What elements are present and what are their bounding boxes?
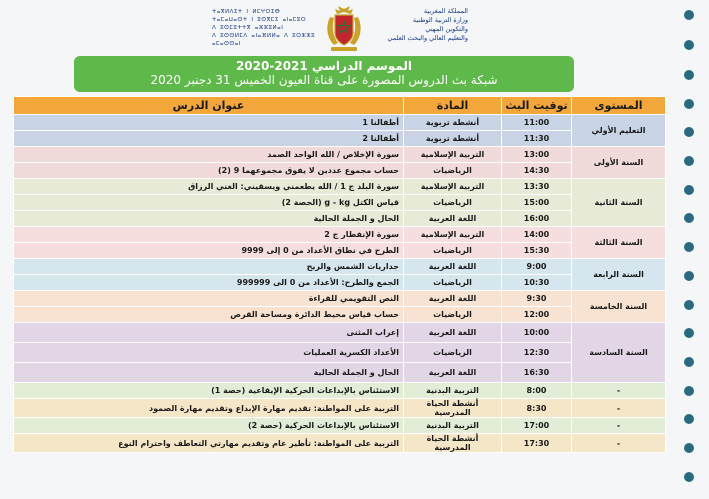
- table-header-row: [14, 97, 666, 115]
- table-row: [14, 418, 666, 434]
- table-row: [14, 275, 666, 291]
- title-banner: [74, 56, 574, 92]
- title-cell: النص التقويمي للقراءة: [14, 291, 404, 307]
- subject-cell: الرياضيات: [404, 275, 502, 291]
- amazigh-line: ⴷ ⵓⵙⵎⵓⵜⵜⴳ ⴰⵣⵣⵓⵍⴰⵏ: [212, 25, 284, 31]
- table-row: [14, 211, 666, 227]
- subject-cell: اللغة العربية: [404, 291, 502, 307]
- time-cell: 12:30: [502, 343, 572, 363]
- time-cell: 15:30: [502, 243, 572, 259]
- side-dots: [679, 0, 699, 499]
- table-row: [14, 307, 666, 323]
- school-year-title: الموسم الدراسي 2021-2020: [235, 59, 413, 73]
- schedule-table: [13, 96, 666, 453]
- subject-cell: الرياضيات: [404, 307, 502, 323]
- table-row: [14, 227, 666, 243]
- title-cell: الحال و الجملة الحالية: [14, 363, 404, 383]
- time-cell: 9:00: [502, 259, 572, 275]
- level-cell: -: [572, 418, 666, 434]
- table-row: [14, 115, 666, 131]
- time-cell: 16:00: [502, 211, 572, 227]
- subject-cell: أنشطة تربوية: [404, 131, 502, 147]
- time-cell: 8:00: [502, 383, 572, 399]
- table-row: [14, 131, 666, 147]
- subject-cell: الرياضيات: [404, 243, 502, 259]
- level-cell: السنة الأولى: [572, 147, 666, 179]
- title-cell: جداريات الشمس والريح: [14, 259, 404, 275]
- header-time: توقيت البث: [502, 97, 572, 115]
- time-cell: 10:30: [502, 275, 572, 291]
- level-cell: السنة الثانية: [572, 179, 666, 227]
- time-cell: 10:00: [502, 323, 572, 343]
- subject-cell: اللغة العربية: [404, 363, 502, 383]
- table-row: [14, 323, 666, 343]
- table-row: [14, 434, 666, 453]
- amazigh-ministry-title: [212, 8, 322, 48]
- time-cell: 17:30: [502, 434, 572, 453]
- table-row: [14, 399, 666, 418]
- title-cell: أطفالنا 2: [14, 131, 404, 147]
- level-cell: السنة الخامسة: [572, 291, 666, 323]
- time-cell: 13:30: [502, 179, 572, 195]
- time-cell: 15:00: [502, 195, 572, 211]
- bullet-dot: [684, 10, 694, 20]
- table-row: [14, 363, 666, 383]
- subject-cell: أنشطة الحياة المدرسية: [404, 434, 502, 453]
- time-cell: 14:30: [502, 163, 572, 179]
- ministry-line: والتكوين المهني: [425, 25, 468, 33]
- amazigh-line: ⵜⴰⵎⴰⵡⴰⵙⵜ ⵏ ⵓⵙⴳⵎⵉ ⴰⵏⴰⵎⵓⵔ: [212, 17, 307, 23]
- table-row: [14, 291, 666, 307]
- subject-cell: اللغة العربية: [404, 323, 502, 343]
- time-cell: 9:30: [502, 291, 572, 307]
- bullet-dot: [684, 99, 694, 109]
- subject-cell: التربية البدنية: [404, 383, 502, 399]
- subject-cell: أنشطة الحياة المدرسية: [404, 399, 502, 418]
- table-row: [14, 259, 666, 275]
- document-header: [0, 0, 709, 58]
- title-cell: التربية على المواطنة: تقديم مهارة الإبداع وتقديم مهارة الصمود: [14, 399, 404, 418]
- title-cell: سورة البلد ج 1 / الله يطعمني ويسقيني: الغني الرزاق: [14, 179, 404, 195]
- header-subject: المادة: [404, 97, 502, 115]
- title-cell: الحال و الجملة الحالية: [14, 211, 404, 227]
- level-cell: -: [572, 434, 666, 453]
- level-cell: السنة السادسة: [572, 323, 666, 383]
- header-level: المستوى: [572, 97, 666, 115]
- bullet-dot: [684, 40, 694, 50]
- table-row: [14, 179, 666, 195]
- bullet-dot: [684, 242, 694, 252]
- header-title: عنوان الدرس: [14, 97, 404, 115]
- bullet-dot: [684, 300, 694, 310]
- title-cell: الاستئناس بالإبداعات الحركية الإيقاعية (حصة 1): [14, 383, 404, 399]
- level-cell: -: [572, 399, 666, 418]
- time-cell: 11:30: [502, 131, 572, 147]
- subject-cell: التربية الإسلامية: [404, 147, 502, 163]
- arabic-ministry-title: [368, 7, 468, 43]
- amazigh-line: ⴷ ⵓⵙⵙⵍⵎⴷ ⴰⵏⴰⴼⵍⵍⴰ ⴷ ⵓⵔⵣⵣⵓ ⴰⵎⴰⵙⵙⴰⵏ: [212, 33, 316, 47]
- title-cell: أطفالنا 1: [14, 115, 404, 131]
- amazigh-line: ⵜⴰⴳⵍⴷⵉⵜ ⵏ ⵍⵎⵖⵔⵉⴱ: [212, 9, 281, 15]
- bullet-dot: [684, 414, 694, 424]
- title-cell: سورة الإنفطار ج 2: [14, 227, 404, 243]
- subject-cell: اللغة العربية: [404, 211, 502, 227]
- time-cell: 12:00: [502, 307, 572, 323]
- title-cell: قياس الكتل g - kg (الحصة 2): [14, 195, 404, 211]
- subject-cell: الرياضيات: [404, 163, 502, 179]
- bullet-dot: [684, 357, 694, 367]
- title-cell: سورة الإخلاص / الله الواحد الصمد: [14, 147, 404, 163]
- title-cell: حساب مجموع عددين لا يفوق مجموعهما 9 (2): [14, 163, 404, 179]
- bullet-dot: [684, 70, 694, 80]
- subject-cell: الرياضيات: [404, 343, 502, 363]
- level-cell: السنة الرابعة: [572, 259, 666, 291]
- time-cell: 11:00: [502, 115, 572, 131]
- subject-cell: اللغة العربية: [404, 259, 502, 275]
- ministry-line: المملكة المغربية: [423, 7, 468, 15]
- time-cell: 17:00: [502, 418, 572, 434]
- broadcast-title: شبكة بث الدروس المصورة على قناة العيون الخميس 31 دجنبر 2020: [150, 73, 498, 87]
- subject-cell: التربية الإسلامية: [404, 227, 502, 243]
- title-cell: الجمع والطرح: الأعداد من 0 الى 999999: [14, 275, 404, 291]
- table-row: [14, 195, 666, 211]
- time-cell: 8:30: [502, 399, 572, 418]
- title-cell: التربية على المواطنة: تأطير عام وتقديم مهارتي التعاطف واحترام النوع: [14, 434, 404, 453]
- time-cell: 16:30: [502, 363, 572, 383]
- coat-of-arms-icon: [322, 3, 366, 53]
- table-row: [14, 383, 666, 399]
- table-body: [14, 115, 666, 453]
- bullet-dot: [684, 156, 694, 166]
- bullet-dot: [684, 328, 694, 338]
- level-cell: -: [572, 383, 666, 399]
- title-cell: الطرح في نطاق الأعداد من 0 إلى 9999: [14, 243, 404, 259]
- title-cell: حساب قياس محيط الدائرة ومساحة القرص: [14, 307, 404, 323]
- bullet-dot: [684, 472, 694, 482]
- title-cell: إعراب المثنى: [14, 323, 404, 343]
- time-cell: 14:00: [502, 227, 572, 243]
- bullet-dot: [684, 443, 694, 453]
- level-cell: السنة الثالثة: [572, 227, 666, 259]
- subject-cell: التربية البدنية: [404, 418, 502, 434]
- subject-cell: أنشطة تربوية: [404, 115, 502, 131]
- table-row: [14, 343, 666, 363]
- subject-cell: الرياضيات: [404, 195, 502, 211]
- bullet-dot: [684, 127, 694, 137]
- table-row: [14, 147, 666, 163]
- bullet-dot: [684, 386, 694, 396]
- table-row: [14, 243, 666, 259]
- ministry-line: وزارة التربية الوطنية: [412, 16, 468, 24]
- title-cell: الأعداد الكسرية العمليات: [14, 343, 404, 363]
- title-cell: الاستئناس بالإبداعات الحركية (حصة 2): [14, 418, 404, 434]
- table-row: [14, 163, 666, 179]
- bullet-dot: [684, 185, 694, 195]
- ministry-line: والتعليم العالي والبحث العلمي: [387, 34, 468, 42]
- bullet-dot: [684, 271, 694, 281]
- level-cell: التعليم الأولي: [572, 115, 666, 147]
- bullet-dot: [684, 213, 694, 223]
- subject-cell: التربية الإسلامية: [404, 179, 502, 195]
- time-cell: 13:00: [502, 147, 572, 163]
